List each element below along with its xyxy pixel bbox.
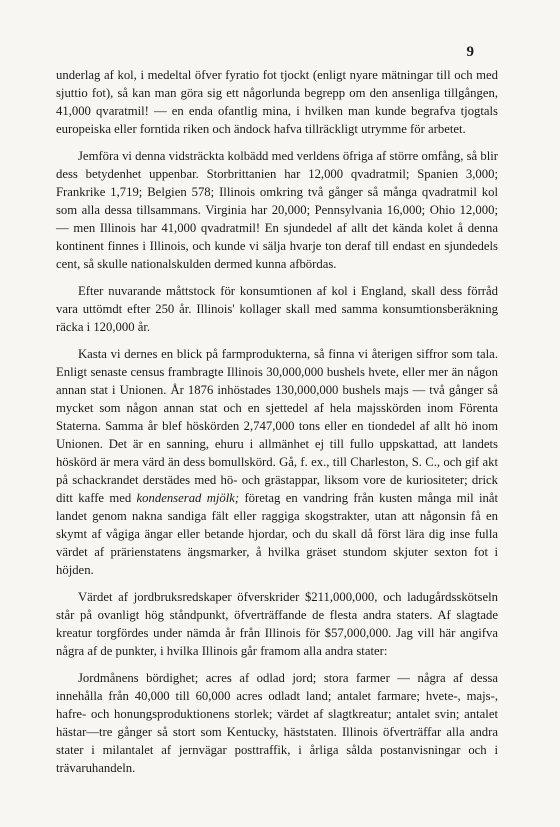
paragraph-text: Jordmånens bördighet; acres af odlad jord; stora farmer — några af dessa innehålla från 40,000 till 60,000 acres odladt land; antalet farmare; hvete-, majs-, hafre- och honungsproduktionens storlek; värdet af slagtkreatur; antalet svin; antalet hästar—tre gånger så stort som Kentucky, häststaten. Illinois öfverträffar alla andra stater i milantalet af jernvägar posttraffik, i årliga sålda postanvisningar och i trävaruhandeln. [56, 671, 498, 775]
paragraph-4 [56, 345, 498, 579]
body-text [56, 66, 498, 780]
paragraph-5 [56, 588, 498, 660]
paragraph-text: underlag af kol, i medeltal öfver fyratio fot tjockt (enligt nyare mätningar till och med sjuttio fot), så kan man göra sig ett någorlunda begrepp om den ansenliga tillgången, 41,000 qvaratmil! — en enda ofantlig mina, i hvilken man kunde begrafva tjogtals europeiska eller forntida riken och ändock hafva tillräckligt utrymme för arbetet. [56, 68, 498, 136]
page-number: 9 [466, 44, 474, 60]
italic-phrase: kondenserad mjölk; [136, 491, 240, 505]
paragraph-1 [56, 66, 498, 138]
paragraph-text: Jemföra vi denna vidsträckta kolbädd med verldens öfriga af större omfång, så blir dess betydenhet uppenbar. Storbrittanien har 12,000 qvadratmil; Spanien 3,000; Frankrike 1,719; Belgien 578; Illinois omkring två gånger så många qvadratmil kol som alla dessa tillsammans. Virginia har 20,000; Pennsylvania 16,000; Ohio 12,000; — men Illinois har 41,000 qvadratmil! En sjundedel af allt det kända kolet å denna kontinent finnes i Illinois, och kunde vi sälja hvarje ton deraf till endast en sjundedels cent, så skulle nationalskulden dermed kunna afbördas. [56, 149, 498, 271]
paragraph-text: Efter nuvarande måttstock för konsumtionen af kol i England, skall dess förråd vara uttömdt efter 250 år. Illinois' kollager skall med samma konsumtionsberäkning räcka i 120,000 år. [56, 284, 498, 334]
paragraph-text: Kasta vi dernes en blick på farmprodukterna, så finna vi återigen siffror som tala. Enligt senaste census frambragte Illinois 30,000,000 bushels hvete, eller mer än någon annan stat i Unionen. År 1876 inhöstades 130,000,000 bushels majs — två gånger så mycket som någon annan stat och en sjettedel af hela majsskörden inom Förenta Staterna. Samma år blef höskörden 2,747,000 tons eller en tiondedel af allt hö inom Unionen. Det är en sanning, ehuru i allmänhet ej till fullo uppskattad, att landets höskörd är mera värd än dess bomullskörd. Gå, f. ex., till Charleston, S. C., och gif akt på schackrandet derstädes med hö- och grästappar, liksom vore de kuriositeter; drick ditt kaffe med [56, 347, 498, 505]
paragraph-2 [56, 147, 498, 273]
paragraph-text: Värdet af jordbruksredskaper öfverskrider $211,000,000, och ladugårdsskötseln står på ovanligt hög ståndpunkt, öfverträffande de flesta andra staters. Af slagtade kreatur torgfördes under nämda år från Illinois för $57,000,000. Jag vill här angifva några af de punkter, i hvilka Illinois går framom alla andra stater: [56, 590, 498, 658]
paragraph-6 [56, 669, 498, 777]
paragraph-3 [56, 282, 498, 336]
paragraph-text: företag en vandring från kusten många mil inåt landet genom nakna sandiga fält eller raggiga skogstrakter, utan att någonsin få en skymt af vågiga ängar eller betande hjordar, och du skall då först lära dig inse fulla värdet af prärienstatens ängsmarker, å hvilka gräset stundom skjuter sexton fot i höjden. [56, 491, 498, 577]
